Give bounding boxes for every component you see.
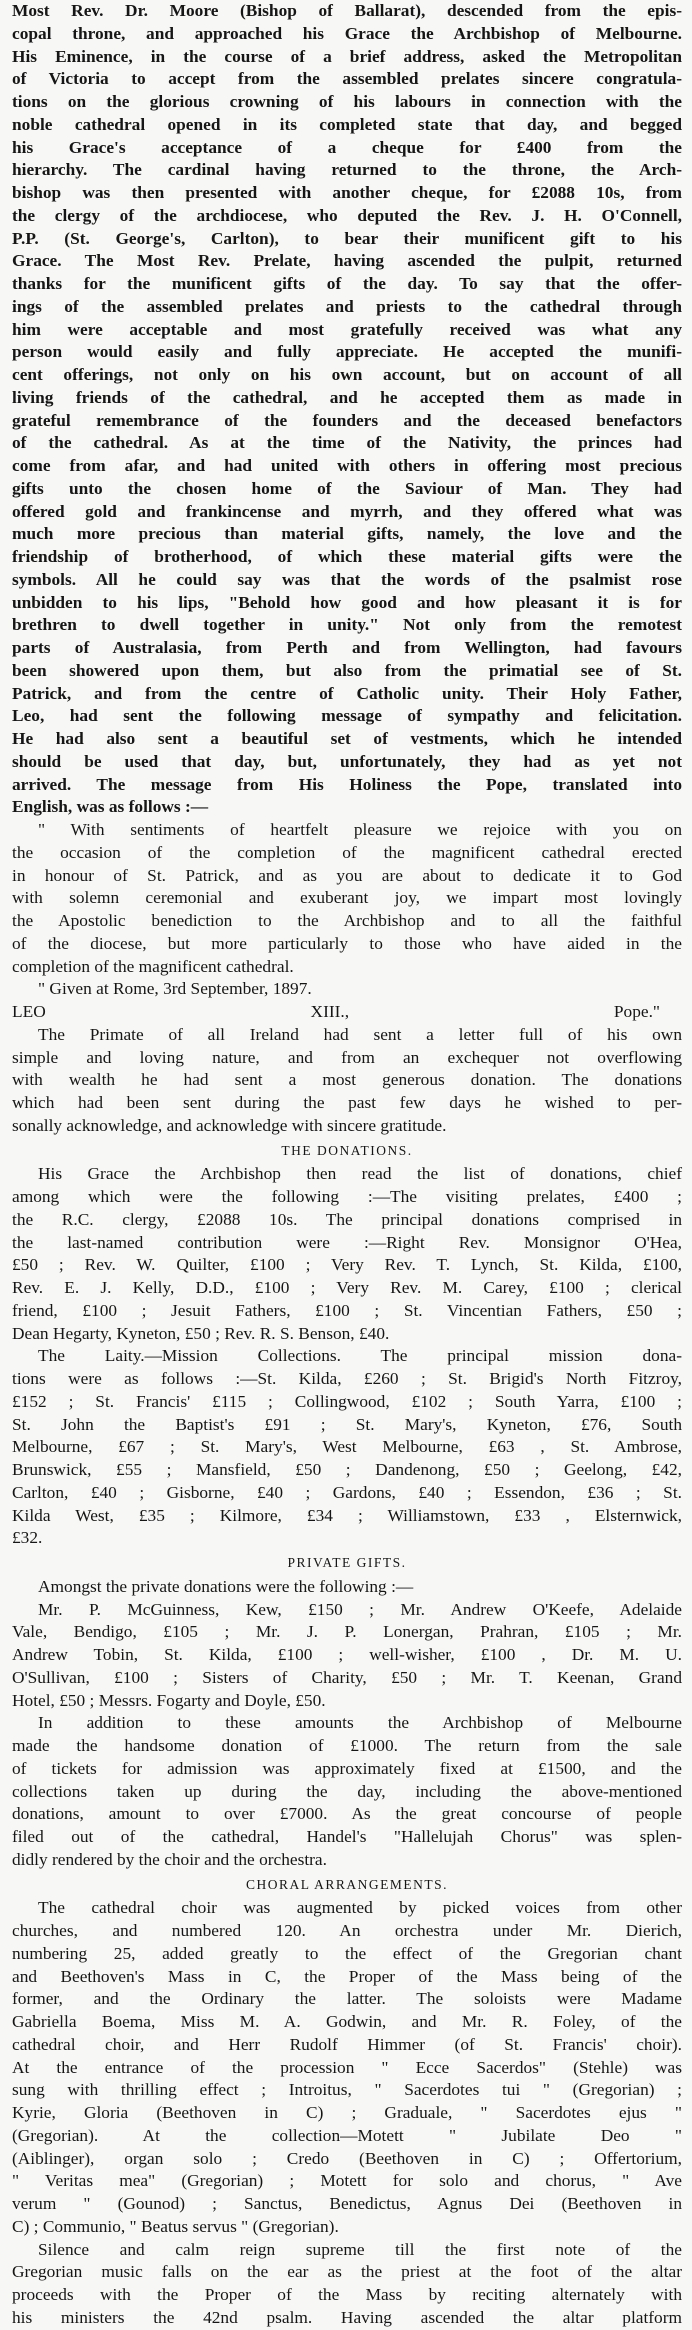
text-line: Rev. E. J. Kelly, D.D., £100 ; Very Rev. M. Carey, £100 ; clerical [12, 1278, 682, 1297]
text-line: Hotel, £50 ; Messrs. Fogarty and Doyle, £50. [12, 1690, 326, 1710]
text-line: Gregorian music falls on the ear as the priest at the foot of the altar [12, 2262, 682, 2282]
text-line: him were acceptable and most gratefully received was what any [12, 319, 682, 339]
text-line: ings of the assembled prelates and priests to the cathedral through [12, 296, 682, 316]
text-line: and Beethoven's Mass in C, the Proper of the Mass being of the [12, 1966, 682, 1986]
text-line: donations, amount to over £7000. As the great concourse of people [12, 1804, 682, 1824]
text-line: hierarchy. The cardinal having returned to the throne, the Arch- [12, 160, 682, 180]
text-line: proceeds with the Proper of the Mass by reciting alternately with [12, 2285, 682, 2304]
text-line: living friends of the cathedral, and he accepted them as made in [12, 387, 682, 407]
text-line: of Victoria to accept from the assembled prelates sincere congratula- [12, 69, 682, 89]
text-line: among which were the following :—The visiting prelates, £400 ; [12, 1187, 682, 1206]
text-line: of tickets for admission was approximately fixed at £1500, and the [12, 1758, 682, 1778]
text-line: (Gregorian). At the collection—Motett " Jubilate Deo " [12, 2125, 682, 2145]
text-line: the R.C. clergy, £2088 10s. The principal donations comprised in [12, 1209, 682, 1229]
text-line: parts of Australasia, from Perth and from Wellington, had favours [12, 638, 682, 657]
signature-line: LEO XIII., Pope." [12, 1002, 660, 1021]
text-line: Dean Hegarty, Kyneton, £50 ; Rev. R. S. Benson, £40. [12, 1323, 390, 1343]
text-line: In addition to these amounts the Archbishop of Melbourne [38, 1713, 682, 1733]
text-line: which had been sent during the past few days he wished to per- [12, 1093, 682, 1112]
text-line: unbidden to his lips, "Behold how good and how pleasant it is for [12, 592, 682, 612]
text-line: " With sentiments of heartfelt pleasure we rejoice with you on [38, 820, 682, 839]
text-line: sung with thrilling effect ; Introitus, " Sacerdotes tui " (Gregorian) ; [12, 2080, 682, 2100]
text-line: with solemn ceremonial and exuberant joy, we impart most lovingly [12, 888, 682, 908]
text-line: " Given at Rome, 3rd September, 1897. [38, 979, 312, 999]
text-line: " Veritas mea" (Gregorian) ; Motett for solo and chorus, " Ave [12, 2171, 682, 2191]
text-line: been showered upon them, but also from the primatial see of St. [12, 660, 682, 680]
text-line: Leo, had sent the following message of sympathy and felicitation. [12, 706, 682, 726]
text-line: with wealth he had sent a most generous donation. The donations [12, 1070, 682, 1090]
text-line: brethren to dwell together in unity." Not only from the remotest [12, 615, 682, 635]
text-line: C) ; Communio, " Beatus servus " (Gregorian). [12, 2216, 339, 2236]
text-line: cathedral choir, and Herr Rudolf Himmer (of St. Francis' choir). [12, 2034, 682, 2054]
text-line: churches, and numbered 120. An orchestra under Mr. Dierich, [12, 1921, 682, 1940]
text-line: should be used that day, but, unfortunately, they had as yet not [12, 751, 682, 771]
text-line: of the cathedral. As at the time of the Nativity, the princes had [12, 433, 682, 453]
text-line: He had also sent a beautiful set of vestments, which he intended [12, 729, 682, 748]
text-line: £152 ; St. Francis' £115 ; Collingwood, £102 ; South Yarra, £100 ; [12, 1391, 682, 1411]
text-line: simple and loving nature, and from an exchequer not overflowing [12, 1047, 682, 1067]
text-line: tions on the glorious crowning of his labours in connection with the [12, 92, 682, 111]
text-line: thanks for the munificent gifts of the day. To say that the offer- [12, 274, 682, 293]
text-line: symbols. All he could say was that the words of the psalmist rose [12, 569, 682, 589]
text-line: At the entrance of the procession " Ecce Sacerdos" (Stehle) was [12, 2057, 682, 2077]
text-line: His Eminence, in the course of a brief address, asked the Metropolitan [12, 46, 682, 66]
text-line: Carlton, £40 ; Gisborne, £40 ; Gardons, £40 ; Essendon, £36 ; St. [12, 1482, 682, 1502]
text-line: filed out of the cathedral, Handel's "Hallelujah Chorus" was splen- [12, 1827, 682, 1846]
text-line: Amongst the private donations were the following :— [38, 1576, 414, 1596]
text-line: the clergy of the archdiocese, who deputed the Rev. J. H. O'Connell, [12, 205, 682, 225]
text-line: Kyrie, Gloria (Beethoven in C) ; Graduale, " Sacerdotes ejus " [12, 2103, 682, 2122]
section-heading: CHORAL ARRANGEMENTS. [245, 1876, 448, 1892]
text-line: Andrew Tobin, St. Kilda, £100 ; well-wisher, £100 , Dr. M. U. [12, 1645, 682, 1664]
text-line: friendship of brotherhood, of which these material gifts were the [12, 547, 682, 566]
text-line: the Apostolic benediction to the Archbishop and to all the faithful [12, 911, 682, 930]
text-line: Gabriella Boema, Miss M. A. Godwin, and Mr. R. Foley, of the [12, 2012, 682, 2031]
text-line: English, was as follows :— [12, 797, 209, 817]
section-heading: THE DONATIONS. [281, 1142, 413, 1158]
text-line: His Grace the Archbishop then read the list of donations, chief [38, 1164, 682, 1184]
text-line: £32. [12, 1528, 43, 1548]
text-line: arrived. The message from His Holiness the Pope, translated into [12, 774, 682, 794]
text-line: P.P. (St. George's, Carlton), to bear their munificent gift to his [12, 228, 682, 248]
text-line: Mr. P. McGuinness, Kew, £150 ; Mr. Andrew O'Keefe, Adelaide [38, 1599, 682, 1619]
text-line: Vale, Bendigo, £105 ; Mr. J. P. Lonergan, Prahran, £105 ; Mr. [12, 1622, 682, 1642]
text-line: Kilda West, £35 ; Kilmore, £34 ; Williamstown, £33 , Elsternwick, [12, 1505, 682, 1525]
section-heading: PRIVATE GIFTS. [287, 1555, 407, 1570]
text-line: (Aiblinger), organ solo ; Credo (Beethoven in C) ; Offertorium, [12, 2148, 682, 2168]
text-line: numbering 25, added greatly to the effect of the Gregorian chant [12, 1943, 682, 1963]
text-line: St. John the Baptist's £91 ; St. Mary's, Kyneton, £76, South [12, 1414, 682, 1434]
text-line: made the handsome donation of £1000. The return from the sale [12, 1736, 682, 1755]
text-line: £50 ; Rev. W. Quilter, £100 ; Very Rev. T. Lynch, St. Kilda, £100, [12, 1255, 682, 1275]
text-line: gifts unto the chosen home of the Saviour of Man. They had [12, 478, 682, 498]
text-line: verum " (Gounod) ; Sanctus, Benedictus, Agnus Dei (Beethoven in [12, 2194, 682, 2213]
text-line: former, and the Ordinary the latter. The soloists were Madame [12, 1989, 682, 2009]
text-paragraph [12, 1024, 682, 1138]
text-line: The cathedral choir was augmented by picked voices from other [38, 1898, 682, 1918]
text-paragraph [12, 1163, 682, 1550]
text-line: his ministers the 42nd psalm. Having ascended the altar platform [12, 2307, 682, 2327]
text-line: The Primate of all Ireland had sent a letter full of his own [38, 1024, 682, 1044]
text-line: noble cathedral opened in its completed state that day, and begged [12, 114, 682, 134]
text-line: grateful remembrance of the founders and the deceased benefactors [12, 410, 682, 430]
text-line: the occasion of the completion of the magnificent cathedral erected [12, 842, 682, 862]
text-line: in honour of St. Patrick, and as you are about to dedicate it to God [12, 865, 682, 885]
text-line: bishop was then presented with another cheque, for £2088 10s, from [12, 183, 682, 202]
text-line: Brunswick, £55 ; Mansfield, £50 ; Dandenong, £50 ; Geelong, £42, [12, 1460, 682, 1479]
text-line: Patrick, and from the centre of Catholic unity. Their Holy Father, [12, 683, 682, 703]
text-paragraph [12, 819, 682, 1001]
text-line: Melbourne, £67 ; St. Mary's, West Melbourne, £63 , St. Ambrose, [12, 1437, 682, 1457]
text-line: Most Rev. Dr. Moore (Bishop of Ballarat), descended from the epis- [12, 1, 682, 20]
text-line: friend, £100 ; Jesuit Fathers, £100 ; St. Vincentian Fathers, £50 ; [12, 1300, 682, 1320]
text-line: The Laity.—Mission Collections. The principal mission dona- [38, 1346, 682, 1366]
text-line: the last-named contribution were :—Right Rev. Monsignor O'Hea, [12, 1232, 682, 1252]
text-line: collections taken up during the day, including the above-mentioned [12, 1781, 682, 1801]
text-line: copal throne, and approached his Grace the Archbishop of Melbourne. [12, 23, 682, 43]
text-paragraph [12, 1576, 682, 1872]
text-line: of the diocese, but more particularly to those who have aided in the [12, 933, 682, 953]
text-line: Silence and calm reign supreme till the first note of the [38, 2239, 682, 2259]
text-line: offered gold and frankincense and myrrh, and they offered what was [12, 501, 682, 521]
text-line: tions were as follows :—St. Kilda, £260 ; St. Brigid's North Fitzroy, [12, 1369, 682, 1388]
text-line: come from afar, and had united with others in offering most precious [12, 456, 682, 475]
text-line: much more precious than material gifts, namely, the love and the [12, 524, 682, 544]
text-line: completion of the magnificent cathedral. [12, 956, 294, 976]
lead-paragraph [12, 0, 682, 819]
text-line: Grace. The Most Rev. Prelate, having ascended the pulpit, returned [12, 251, 682, 271]
text-line: didly rendered by the choir and the orchestra. [12, 1849, 327, 1869]
text-line: sonally acknowledge, and acknowledge with sincere gratitude. [12, 1115, 447, 1135]
text-line: his Grace's acceptance of a cheque for £400 from the [12, 137, 682, 157]
article-column [12, 0, 682, 2330]
text-line: O'Sullivan, £100 ; Sisters of Charity, £50 ; Mr. T. Keenan, Grand [12, 1667, 682, 1687]
text-line: person would easily and fully appreciate. He accepted the munifi- [12, 342, 682, 362]
text-line: cent offerings, not only on his own account, but on account of all [12, 365, 682, 384]
